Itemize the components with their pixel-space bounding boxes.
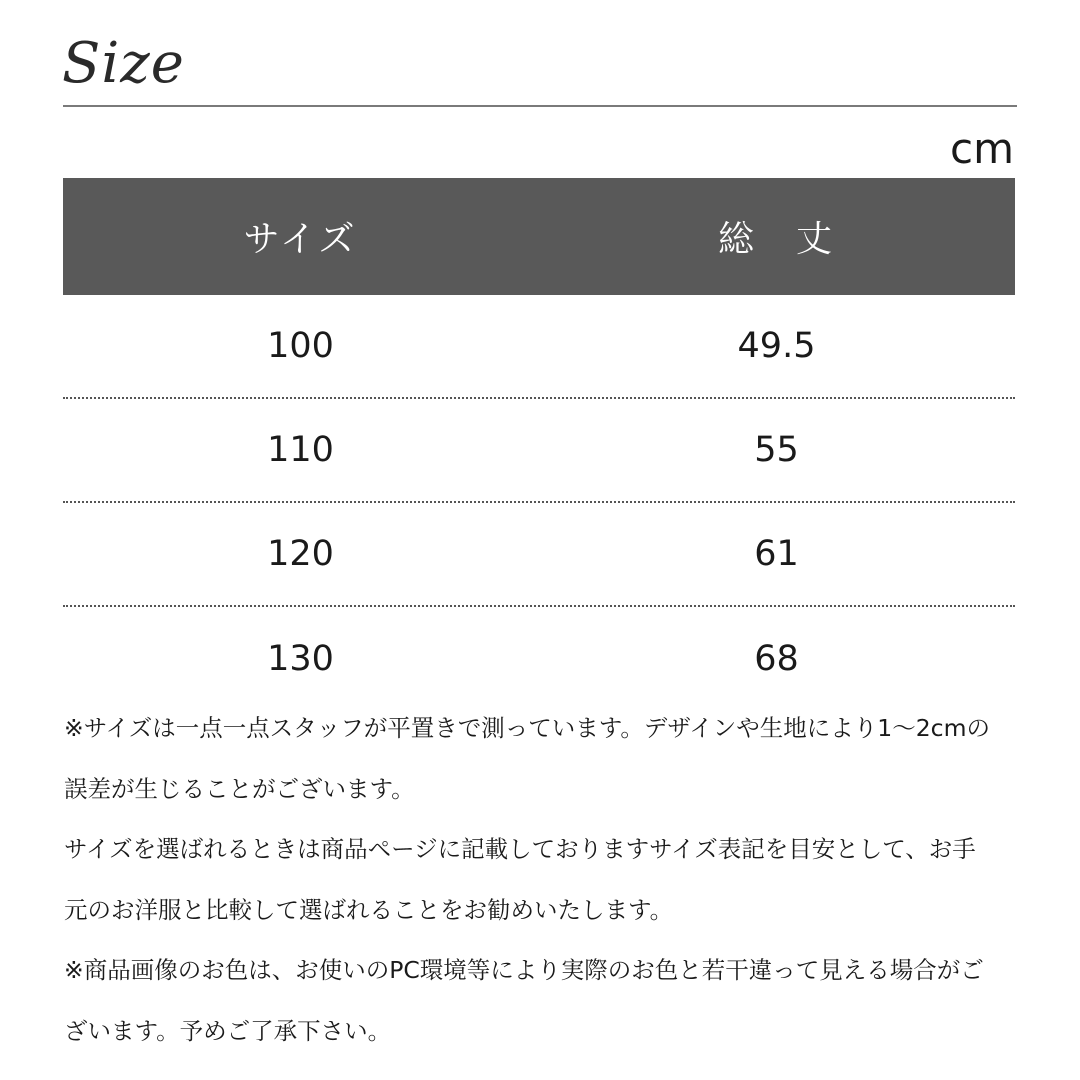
- note-line: ざいます。予めご了承下さい。: [64, 1016, 392, 1045]
- table-row: [63, 503, 1015, 607]
- size-cell: 110: [267, 430, 334, 470]
- note-line: 元のお洋服と比較して選ばれることをお勧めいたします。: [64, 895, 674, 924]
- note-line: サイズを選ばれるときは商品ページに記載しておりますサイズ表記を目安として、お手: [64, 835, 976, 863]
- size-cell: 100: [267, 326, 334, 366]
- table-header: [63, 178, 1015, 295]
- title-divider: [63, 105, 1017, 107]
- table-row: [63, 399, 1015, 503]
- table-row: [63, 607, 1015, 711]
- page-title: Size: [62, 31, 185, 96]
- header-size: サイズ: [243, 219, 358, 260]
- unit-label: cm: [949, 124, 1014, 173]
- table-row: [63, 295, 1015, 399]
- note-line: ※サイズは一点一点スタッフが平置きで測っています。デザインや生地により1〜2cmの: [64, 714, 990, 742]
- size-table: [63, 178, 1015, 711]
- note-line: ※商品画像のお色は、お使いのPC環境等により実際のお色と若干違って見える場合がご: [64, 956, 984, 984]
- notes-section: [64, 698, 1024, 1061]
- note-line: 誤差が生じることがございます。: [64, 774, 415, 803]
- length-cell: 55: [754, 430, 799, 470]
- size-cell: 130: [267, 639, 334, 679]
- length-cell: 61: [754, 534, 799, 574]
- size-cell: 120: [267, 534, 334, 574]
- header-total-length: 総 丈: [717, 219, 835, 260]
- length-cell: 49.5: [737, 326, 816, 366]
- length-cell: 68: [754, 639, 799, 679]
